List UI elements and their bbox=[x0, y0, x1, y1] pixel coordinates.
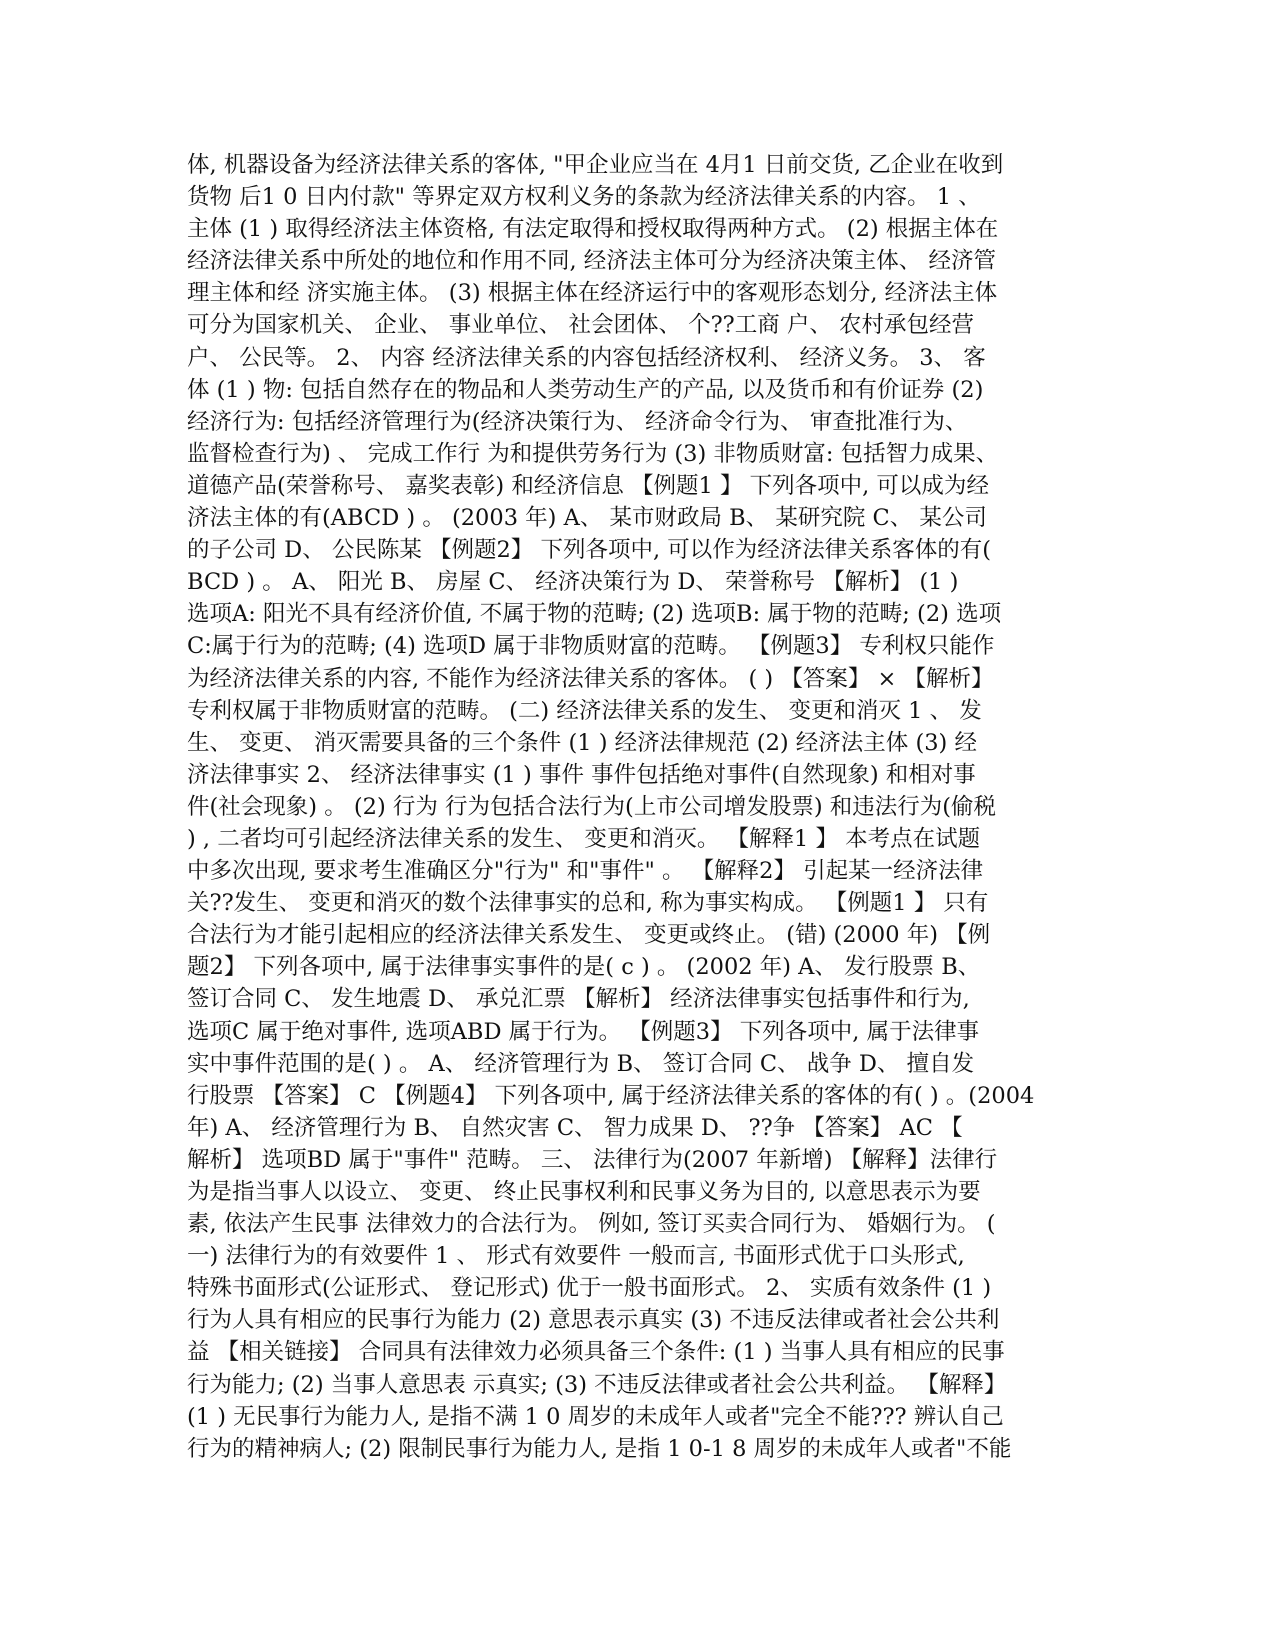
text-line: 专利权属于非物质财富的范畴。 (二) 经济法律关系的发生、 变更和消灭 1 、 发 bbox=[187, 697, 982, 724]
text-line: 实中事件范围的是( ) 。 A、 经济管理行为 B、 签订合同 C、 战争 D、 擅自发 bbox=[187, 1050, 975, 1077]
text-line: 签订合同 C、 发生地震 D、 承兑汇票 【解析】 经济法律事实包括事件和行为, bbox=[187, 986, 970, 1013]
text-line: 的子公司 D、 公民陈某 【例题2】 下列各项中, 可以作为经济法律关系客体的有( bbox=[187, 537, 992, 564]
text-line: 可分为国家机关、 企业、 事业单位、 社会团体、 个??工商 户、 农村承包经营 bbox=[187, 312, 975, 339]
text-line: 行为人具有相应的民事行为能力 (2) 意思表示真实 (3) 不违反法律或者社会公共利 bbox=[187, 1307, 1000, 1334]
text-line: 关??发生、 变更和消灭的数个法律事实的总和, 称为事实构成。 【例题1 】 只有 bbox=[187, 890, 989, 917]
text-line: 行股票 【答案】 C 【例题4】 下列各项中, 属于经济法律关系的客体的有( ) 。(2004 bbox=[187, 1082, 1035, 1109]
text-line: 特殊书面形式(公证形式、 登记形式) 优于一般书面形式。 2、 实质有效条件 (1 ) bbox=[187, 1275, 992, 1302]
text-line: 为经济法律关系的内容, 不能作为经济法律关系的客体。 ( ) 【答案】 × 【解析】 bbox=[187, 665, 994, 692]
text-line: 行为的精神病人; (2) 限制民事行为能力人, 是指 1 0-1 8 周岁的未成年人或者"不能 bbox=[187, 1435, 1012, 1462]
text-line: 一) 法律行为的有效要件 1 、 形式有效要件 一般而言, 书面形式优于口头形式, bbox=[187, 1243, 965, 1270]
text-line: 体, 机器设备为经济法律关系的客体, "甲企业应当在 4月1 日前交货, 乙企业在收到 bbox=[187, 152, 1004, 178]
text-line: 体 (1 ) 物: 包括自然存在的物品和人类劳动生产的产品, 以及货币和有价证券 (2) bbox=[187, 376, 984, 403]
text-line: 理主体和经 济实施主体。 (3) 根据主体在经济运行中的客观形态划分, 经济法主体 bbox=[187, 280, 998, 307]
text-line: 合法行为才能引起相应的经济法律关系发生、 变更或终止。 (错) (2000 年) 【例 bbox=[187, 922, 991, 949]
text-line: 行为能力; (2) 当事人意思表 示真实; (3) 不违反法律或者社会公共利益。 【解释】 bbox=[187, 1371, 1007, 1398]
text-line: 年) A、 经济管理行为 B、 自然灾害 C、 智力成果 D、 ??争 【答案】 AC 【 bbox=[187, 1114, 963, 1141]
text-line: 经济行为: 包括经济管理行为(经济决策行为、 经济命令行为、 审查批准行为、 bbox=[187, 408, 968, 435]
text-line: ) , 二者均可引起经济法律关系的发生、 变更和消灭。 【解释1 】 本考点在试题 bbox=[187, 825, 981, 852]
text-line: 题2】 下列各项中, 属于法律事实事件的是( c ) 。 (2002 年) A、 发行股票 B、 bbox=[187, 954, 981, 981]
text-line: 生、 变更、 消灭需要具备的三个条件 (1 ) 经济法律规范 (2) 经济法主体 (3) 经 bbox=[187, 729, 977, 756]
text-line: 道德产品(荣誉称号、 嘉奖表彰) 和经济信息 【例题1 】 下列各项中, 可以成为经 bbox=[187, 472, 989, 499]
text-line: 主体 (1 ) 取得经济法主体资格, 有法定取得和授权取得两种方式。 (2) 根据主体在 bbox=[187, 216, 999, 243]
text-line: 济法律事实 2、 经济法律事实 (1 ) 事件 事件包括绝对事件(自然现象) 和相对事 bbox=[187, 761, 976, 788]
text-line: (1 ) 无民事行为能力人, 是指不满 1 0 周岁的未成年人或者"完全不能??? 辨认自己 bbox=[187, 1403, 1004, 1430]
text-line: 解析】 选项BD 属于"事件" 范畴。 三、 法律行为(2007 年新增) 【解释】法律行 bbox=[187, 1146, 998, 1173]
text-line: 监督检查行为) 、 完成工作行 为和提供劳务行为 (3) 非物质财富: 包括智力成果、 bbox=[187, 440, 999, 467]
text-line: 中多次出现, 要求考生准确区分"行为" 和"事件" 。 【解释2】 引起某一经济法律 bbox=[187, 858, 984, 885]
text-line: 户、 公民等。 2、 内容 经济法律关系的内容包括经济权利、 经济义务。 3、 客 bbox=[187, 344, 986, 371]
text-line: 益 【相关链接】 合同具有法律效力必须具备三个条件: (1 ) 当事人具有相应的民事 bbox=[187, 1339, 1005, 1366]
text-line: 经济法律关系中所处的地位和作用不同, 经济法主体可分为经济决策主体、 经济管 bbox=[187, 248, 996, 275]
text-line: 素, 依法产生民事 法律效力的合法行为。 例如, 签订买卖合同行为、 婚姻行为。 ( bbox=[187, 1211, 996, 1238]
text-line: C:属于行为的范畴; (4) 选项D 属于非物质财富的范畴。 【例题3】 专利权只能作 bbox=[187, 633, 995, 660]
text-line: 件(社会现象) 。 (2) 行为 行为包括合法行为(上市公司增发股票) 和违法行为(偷税 bbox=[187, 793, 997, 820]
text-line: 为是指当事人以设立、 变更、 终止民事权利和民事义务为目的, 以意思表示为要 bbox=[187, 1179, 981, 1205]
text-line: 选项A: 阳光不具有经济价值, 不属于物的范畴; (2) 选项B: 属于物的范畴; (2) 选项 bbox=[187, 601, 1002, 628]
text-line: BCD ) 。 A、 阳光 B、 房屋 C、 经济决策行为 D、 荣誉称号 【解析】 (1 ) bbox=[187, 569, 959, 596]
body-text bbox=[187, 149, 1107, 1465]
text-line: 选项C 属于绝对事件, 选项ABD 属于行为。 【例题3】 下列各项中, 属于法律事 bbox=[187, 1018, 980, 1045]
text-line: 货物 后1 0 日内付款" 等界定双方权利义务的条款为经济法律关系的内容。 1 、 bbox=[187, 184, 981, 211]
text-line: 济法主体的有(ABCD ) 。 (2003 年) A、 某市财政局 B、 某研究院 C、 某公司 bbox=[187, 505, 987, 532]
